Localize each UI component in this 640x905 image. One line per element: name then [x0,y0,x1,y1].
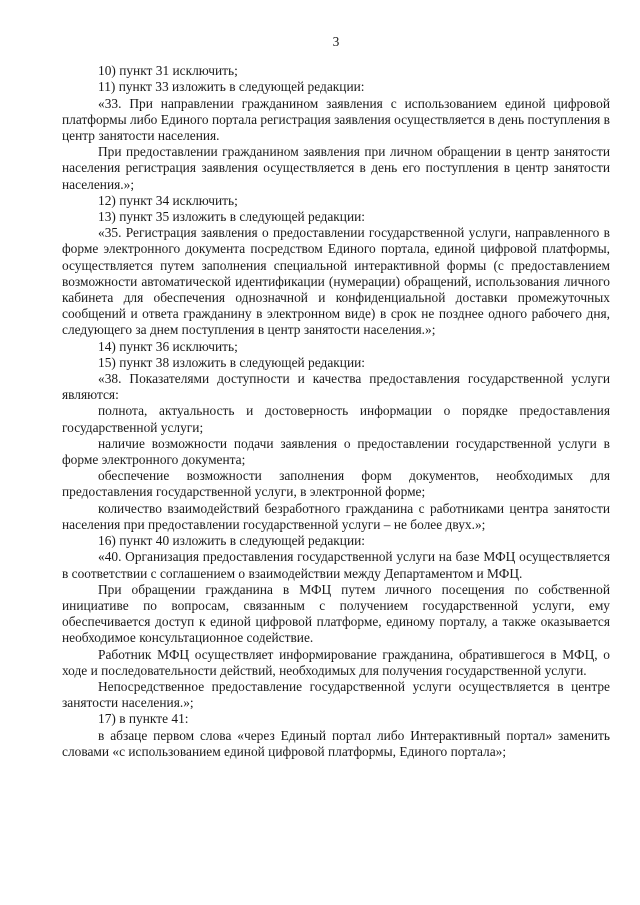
paragraph: наличие возможности подачи заявления о предоставлении государственной услуги в форме электронного документа; [62,435,610,468]
paragraph: полнота, актуальность и достоверность информации о порядке предоставления государственной услуги; [62,403,610,435]
page-number: 3 [332,34,340,49]
paragraph: 16) пункт 40 изложить в следующей редакции: [98,533,366,549]
paragraph: Работник МФЦ осуществляет информирование гражданина, обратившегося в МФЦ, о ходе и последовательности действий, необходимых для получения государственной услуги. [62,646,610,678]
paragraph: 10) пункт 31 исключить; [98,63,238,79]
paragraph: 17) в пункте 41: [98,711,189,727]
paragraph: 13) пункт 35 изложить в следующей редакции: [98,209,366,225]
paragraph: «35. Регистрация заявления о предоставлении государственной услуги, направленного в форме электронного документа посредством Единого портала, единой цифровой платформы, осуществляется путем заполнения специальной интерактивной формы (с предоставлением возможности автоматической идентификации (нумерации) обращений, использования личного кабинета для обеспечения однозначной и конфиденциальной доставки промежуточных сообщений и ответа гражданину в электронном виде) в срок не позднее одного рабочего дня, следующего за днем поступления в центр занятости населения.»; [62,225,610,338]
paragraph: При обращении гражданина в МФЦ путем личного посещения по собственной инициативе по вопросам, связанным с получением государственной услуги, ему обеспечивается доступ к единой цифровой платформе, единому порталу, а также оказывается необходимое консультационное содействие. [62,581,610,646]
document-page [62,34,610,760]
paragraph: количество взаимодействий безработного гражданина с работниками центра занятости населения при предоставлении государственной услуги – не более двух.»; [62,500,610,532]
paragraph: «38. Показателями доступности и качества предоставления государственной услуги являются: [62,371,610,403]
paragraph: 14) пункт 36 исключить; [98,338,238,354]
paragraph: «40. Организация предоставления государственной услуги на базе МФЦ осуществляется в соответствии с соглашением о взаимодействии между Департаментом и МФЦ. [62,549,610,581]
paragraph: При предоставлении гражданином заявления при личном обращении в центр занятости населения регистрация заявления осуществляется в день его поступления в центр занятости населения.»; [62,144,610,192]
paragraph: Непосредственное предоставление государственной услуги осуществляется в центре занятости населения.»; [62,678,610,711]
paragraph: 11) пункт 33 изложить в следующей редакции: [98,79,365,95]
paragraph: 12) пункт 34 исключить; [98,192,238,208]
paragraph: 15) пункт 38 изложить в следующей редакции: [98,354,366,370]
paragraph: в абзаце первом слова «через Единый портал либо Интерактивный портал» заменить словами «с использованием единой цифровой платформы, Единого портала»; [62,727,610,759]
paragraph: обеспечение возможности заполнения форм документов, необходимых для предоставления государственной услуги, в электронной форме; [62,468,610,500]
paragraph: «33. При направлении гражданином заявления с использованием единой цифровой платформы либо Единого портала регистрация заявления осуществляется в день поступления в центр занятости населения. [62,95,610,144]
